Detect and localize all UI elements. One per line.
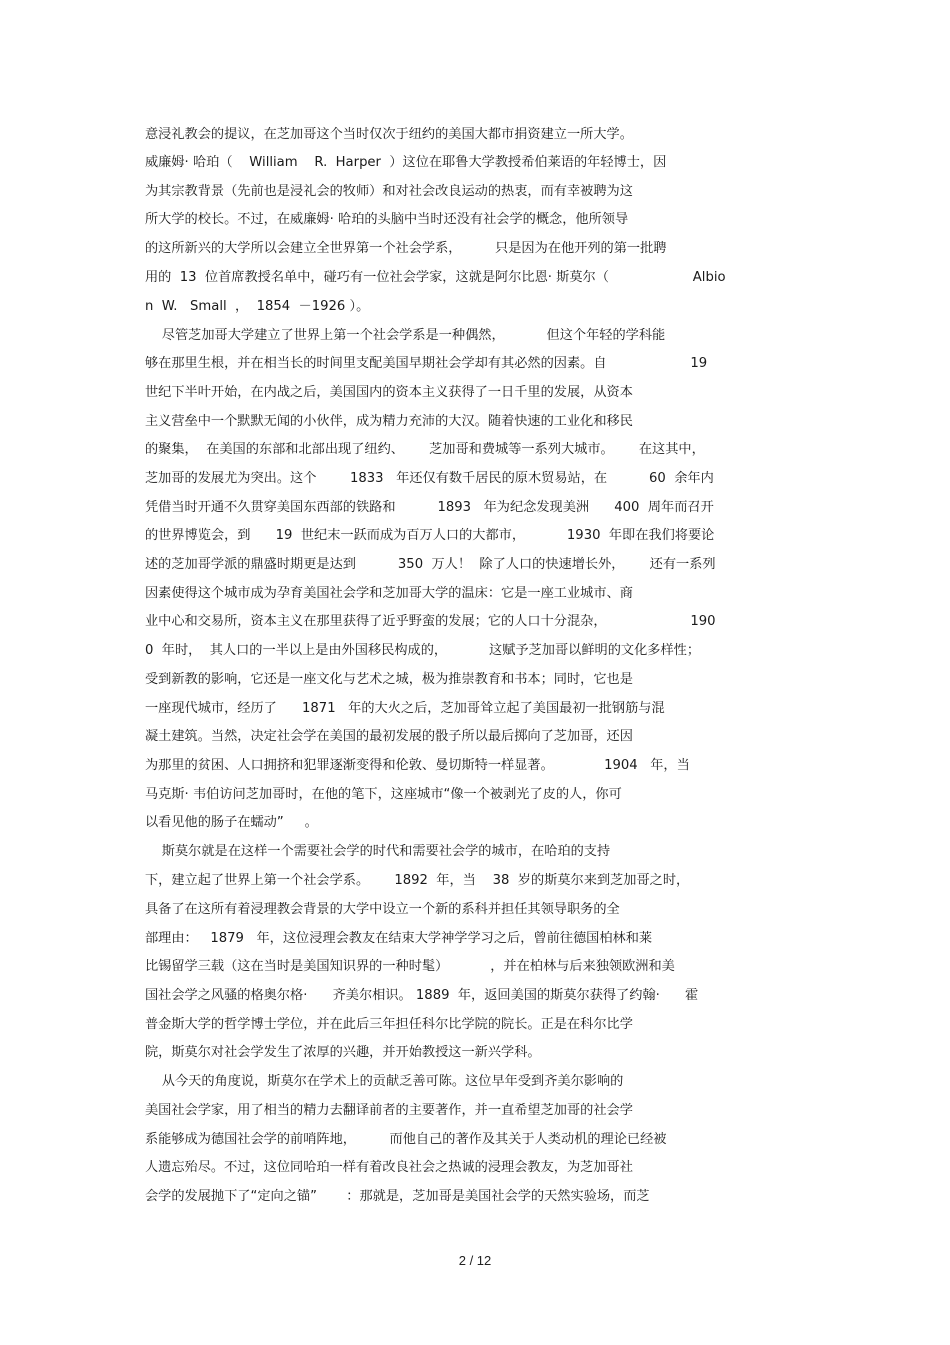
page-number: 2 / 12: [458, 1253, 492, 1268]
text-line: 的这所新兴的大学所以会建立全世界第一个社会学系， 只是因为在他开列的第一批聘: [145, 241, 667, 256]
text-line: 美国社会学家，用了相当的精力去翻译前者的主要著作，并一直希望芝加哥的社会学: [145, 1103, 633, 1118]
text-line: 业中心和交易所，资本主义在那里获得了近乎野蛮的发展；它的人口十分混杂， 190: [145, 614, 716, 629]
text-line: n W. Small ， 1854 －1926 ）。: [145, 299, 370, 314]
text-line: 人遗忘殆尽。不过，这位同哈珀一样有着改良社会之热诚的浸理会教友，为芝加哥社: [145, 1160, 633, 1175]
text-line: 述的芝加哥学派的鼎盛时期更是达到 350 万人！ 除了人口的快速增长外， 还有一系列: [145, 557, 716, 572]
text-line: 凝土建筑。当然，决定社会学在美国的最初发展的骰子所以最后掷向了芝加哥，还因: [145, 729, 633, 744]
text-line: 具备了在这所有着浸理教会背景的大学中设立一个新的系科并担任其领导职务的全: [145, 902, 620, 917]
text-line: 够在那里生根，并在相当长的时间里支配美国早期社会学却有其必然的因素。自 19: [145, 356, 708, 371]
text-line: 芝加哥的发展尤为突出。这个 1833 年还仅有数千居民的原木贸易站，在 60 余年内: [145, 471, 714, 486]
text-line: 0 年时， 其人口的一半以上是由外国移民构成的， 这赋予芝加哥以鲜明的文化多样性；: [145, 643, 701, 658]
text-line: 国社会学之风骚的格奥尔格· 齐美尔相识。 1889 年，返回美国的斯莫尔获得了约翰· 霍: [145, 988, 699, 1003]
text-line: 马克斯· 韦伯访问芝加哥时，在他的笔下，这座城市“像一个被剥光了皮的人，你可: [145, 787, 622, 802]
text-line: 会学的发展抛下了“定向之锚” ：那就是，芝加哥是美国社会学的天然实验场，而芝: [145, 1189, 650, 1204]
text-line: 为那里的贫困、人口拥挤和犯罪逐渐变得和伦敦、曼切斯特一样显著。 1904 年，当: [145, 758, 690, 773]
text-line: 普金斯大学的哲学博士学位，并在此后三年担任科尔比学院的院长。正是在科尔比学: [145, 1017, 633, 1032]
text-line: 为其宗教背景（先前也是浸礼会的牧师）和对社会改良运动的热衷，而有幸被聘为这: [145, 184, 633, 199]
text-line: 部理由： 1879 年，这位浸理会教友在结束大学神学学习之后，曾前往德国柏林和莱: [145, 931, 653, 946]
text-line: 的世界博览会，到 19 世纪末一跃而成为百万人口的大都市， 1930 年即在我们将要论: [145, 528, 715, 543]
text-line: 下，建立起了世界上第一个社会学系。 1892 年，当 38 岁的斯莫尔来到芝加哥之时，: [145, 873, 690, 888]
text-line: 以看见他的肠子在蠕动” 。: [145, 815, 318, 830]
text-line: 世纪下半叶开始，在内战之后，美国国内的资本主义获得了一日千里的发展，从资本: [145, 385, 633, 400]
text-line: 院，斯莫尔对社会学发生了浓厚的兴趣，并开始教授这一新兴学科。: [145, 1045, 541, 1060]
text-line: 意浸礼教会的提议，在芝加哥这个当时仅次于纽约的美国大都市捐资建立一所大学。: [145, 127, 633, 142]
text-line: 威廉姆· 哈珀（ William R. Harper ）这位在耶鲁大学教授希伯莱语的年轻博士，因: [145, 155, 667, 170]
text-line: 尽管芝加哥大学建立了世界上第一个社会学系是一种偶然， 但这个年轻的学科能: [145, 328, 666, 343]
text-line: 系能够成为德国社会学的前哨阵地， 而他自己的著作及其关于人类动机的理论已经被: [145, 1132, 667, 1147]
text-line: 的聚集， 在美国的东部和北部出现了纽约、 芝加哥和费城等一系列大城市。 在这其中，: [145, 442, 705, 457]
text-line: 一座现代城市，经历了 1871 年的大火之后，芝加哥耸立起了美国最初一批钢筋与混: [145, 701, 665, 716]
text-line: 受到新教的影响，它还是一座文化与艺术之城，极为推崇教育和书本；同时，它也是: [145, 672, 633, 687]
text-line: 斯莫尔就是在这样一个需要社会学的时代和需要社会学的城市，在哈珀的支持: [145, 844, 611, 859]
text-line: 所大学的校长。不过，在威廉姆· 哈珀的头脑中当时还没有社会学的概念，他所领导: [145, 212, 629, 227]
text-line: 比锡留学三载（这在当时是美国知识界的一种时髦） ，并在柏林与后来独领欧洲和美: [145, 959, 675, 974]
text-line: 凭借当时开通不久贯穿美国东西部的铁路和 1893 年为纪念发现美洲 400 周年而召开: [145, 500, 714, 515]
text-line: 主义营垒中一个默默无闻的小伙伴，成为精力充沛的大汉。随着快速的工业化和移民: [145, 414, 633, 429]
text-line: 用的 13 位首席教授名单中，碰巧有一位社会学家，这就是阿尔比恩· 斯莫尔（ Albio: [145, 270, 726, 285]
text-line: 从今天的角度说，斯莫尔在学术上的贡献乏善可陈。这位早年受到齐美尔影响的: [145, 1074, 624, 1089]
text-line: 因素使得这个城市成为孕育美国社会学和芝加哥大学的温床：它是一座工业城市、商: [145, 586, 633, 601]
